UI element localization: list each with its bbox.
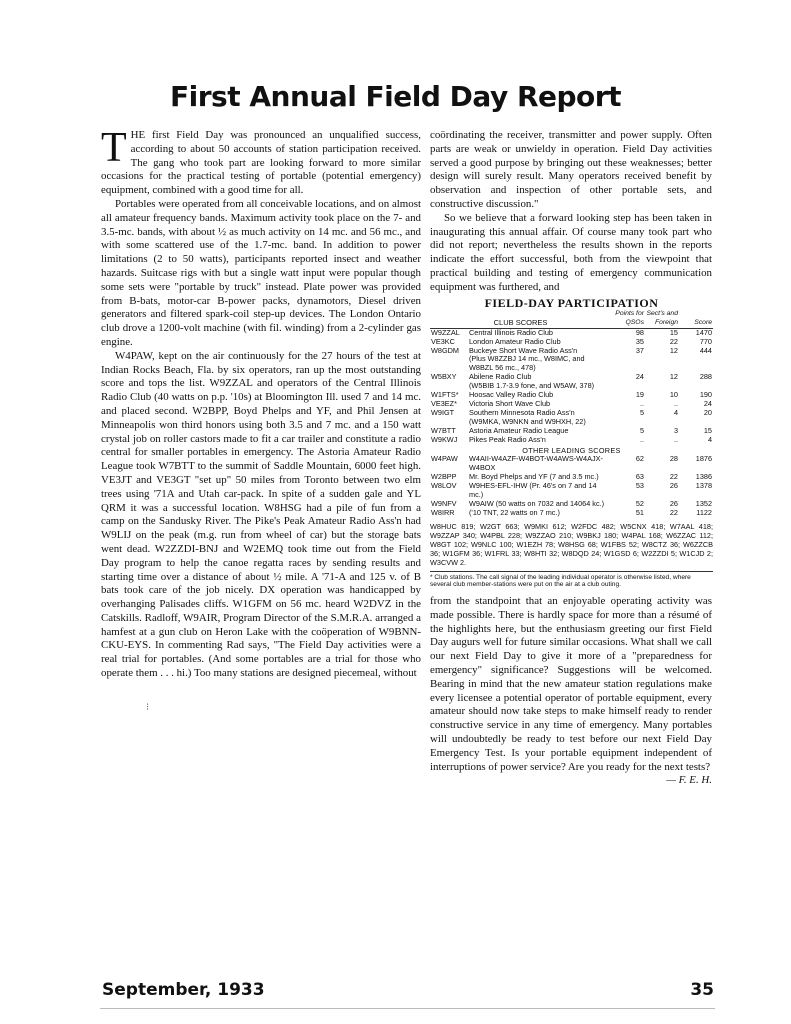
other-scores-title: OTHER LEADING SCORES bbox=[522, 445, 621, 455]
sections-cell: 15 bbox=[669, 327, 678, 337]
sections-cell: 12 bbox=[669, 345, 678, 355]
points-cell: .. bbox=[639, 434, 644, 444]
score-cell: 1378 bbox=[695, 481, 712, 491]
club-name-cell: ('10 TNT, 22 watts on 7 mc.) bbox=[469, 507, 560, 517]
points-cell: 63 bbox=[635, 472, 644, 482]
points-cell: 53 bbox=[635, 481, 644, 491]
call-sign-cell: VE3EZ* bbox=[431, 398, 457, 408]
score-cell: 15 bbox=[703, 425, 712, 435]
article-paragraph: coördinating the receiver, transmitter and power supply. Often parts are weak or unwieldy in operation. Field Day activities served a good purpose by bringing out these weaknesses; better design will surely result. Many operators received benefit by observation and inspection of other portable sets, and constructive discussion." bbox=[430, 129, 712, 210]
call-sign-cell: W1FTS* bbox=[431, 390, 459, 400]
article-paragraph: So we believe that a forward looking step has been taken in inaugurating this annual affair. Of course many took part who did not report; nevertheless the results shown in the reports indicate the effort successful, both from the viewpoint that practical building and testing of emergency communication equipment was furthered, and bbox=[430, 211, 712, 293]
page-title: First Annual Field Day Report bbox=[170, 80, 621, 113]
drop-cap: T bbox=[101, 125, 127, 171]
right-column-bottom bbox=[430, 595, 712, 788]
points-cell: 24 bbox=[635, 372, 644, 382]
score-cell: 288 bbox=[699, 372, 712, 382]
table-row bbox=[430, 355, 713, 373]
club-name-cell: Southern Minnesota Radio Ass'n bbox=[469, 407, 575, 417]
sections-cell: .. bbox=[673, 398, 678, 408]
footer-date: September, 1933 bbox=[102, 980, 265, 1000]
call-sign-cell: W4PAW bbox=[431, 454, 458, 464]
club-name-cell: Victoria Short Wave Club bbox=[469, 398, 551, 408]
points-cell: 5 bbox=[639, 425, 644, 435]
sections-cell: .. bbox=[673, 434, 678, 444]
sections-cell: 26 bbox=[669, 498, 678, 508]
article-paragraph: Portables were operated from all conceivable locations, and on almost all amateur frequency bands. Maximum activity took place on the 7- and 3.5-mc. bands, with about ½ as much activity on 14 mc. and 56 mc., and with some scattered use of the 1.7-mc. band. In addition to power limitations (2 to 50 watts), participants reported insect and weather hazards. Suitcase rigs with but a single watt input were popular though some sets were "portable by truck" instead. Plate power was provided from B-bats, motor-car B-power packs, dynamotors, Diesel driven generators and filtered spark-coil step-up devices. The London Ontario club drove a 1200-volt machine (with fil. winding) from a 2-cylinder gas engine. bbox=[101, 197, 421, 348]
sections-cell: 10 bbox=[669, 390, 678, 400]
field-day-participation-table bbox=[430, 296, 713, 589]
call-sign-cell: W9NFV bbox=[431, 498, 457, 508]
sections-cell: 28 bbox=[669, 454, 678, 464]
club-name-cell: Astoria Amateur Radio League bbox=[469, 425, 569, 435]
score-cell: 444 bbox=[699, 345, 712, 355]
call-sign-cell: W9KWJ bbox=[431, 434, 458, 444]
call-sign-cell: VE3KC bbox=[431, 336, 455, 346]
club-name-cell: Abilene Radio Club bbox=[469, 372, 532, 382]
score-cell: 1122 bbox=[696, 507, 712, 517]
sections-cell: 12 bbox=[669, 372, 678, 382]
club-name-cell: Pikes Peak Radio Ass'n bbox=[469, 434, 546, 444]
page-number: 35 bbox=[690, 980, 714, 1000]
club-name-cell: Hoosac Valley Radio Club bbox=[469, 390, 554, 400]
club-name-cell: Mr. Boyd Phelps and YF (7 and 3.5 mc.) bbox=[469, 472, 599, 482]
article-paragraph: W4PAW, kept on the air continuously for the 27 hours of the test at Indian Rocks Beach, Fla. by six operators, ran up the most outstanding score and tops the list. W9ZZAL and operators of the Central Illinois Radio Club (40 watts on p.p. '10s) at Bloomington Ill. used 7 and 14 mc. and placed second. W2BPP, Boyd Phelps and YF, and Phil Jensen at Minneapolis won third honors using both 3.5 and 7 mc. and a 150 watt crystal job on roller castors made to fit a car trailer and constitute a radio central for smaller portables in emergency. The Astoria Amateur Radio League took W7BTT to the summit of Saddle Mountain, 6000 feet high. VE3JT and VE3GT "set up" 50 miles from Toronto between two elm trees using '71A and Utah car-pack. In spite of a sudden gale and YL QRM it was a successful location. W8HSG had a pile of fun from a camp on the Sandusky River. The Pike's Peak Amateur Radio Ass'n had W9LIJ on the peak (m.g. run from wheel of car) but the storage bats went dead. W2ZZDI-BNJ and W2EMQ took time out from the Field Day program to help the canoe regatta races by sending results and starting time over a distance of about ½ mile. A '71-A and 125 v. of B bats took care of the job nicely. DX operation was handicapped by overhanging Palisades cliffs. W1GFM on 56 mc. heard W2DVZ in the Catskills. Radloff, W9AIR, Program Director of the S.M.R.A. arranged a hamfest at a gun club on Heron Lake with the coöperation of W9BNN-CKU-EYS. In commenting Rad says, "The Field Day activities were a real trial for portables. (And some portables are a trial for those who operate them . . . hi.) Too many stations are designed piecemeal, without bbox=[101, 349, 421, 680]
col-header-score: Score bbox=[694, 318, 712, 326]
col-header-club: CLUB SCORES bbox=[493, 317, 548, 327]
call-sign-cell: W7BTT bbox=[431, 425, 456, 435]
points-cell: 19 bbox=[635, 390, 644, 400]
author-signature: — F. E. H. bbox=[666, 774, 712, 787]
score-cell: 1386 bbox=[695, 472, 712, 482]
club-name-cell: W9AIW (50 watts on 7032 and 14064 kc.) bbox=[469, 498, 605, 508]
club-scores-body bbox=[430, 328, 713, 444]
score-cell: 190 bbox=[699, 390, 712, 400]
points-cell bbox=[611, 355, 645, 373]
table-row bbox=[430, 436, 713, 445]
sections-cell bbox=[645, 355, 679, 373]
additional-scores: W8HUC 819; W2GT 663; W9MKI 612; W2FDC 482; W5CNX 418; W7AAL 418; W9ZZAP 340; W4PBL 228; W9ZZAO 210; W9BKJ 180; W4PAL 168; W6ZZAC 112; W8GT 102; W9NLC 100; W1EZH 78; W8HSG 68; W1FBS 52; W8CTZ 36; W6ZZCB 36; W1GFM 36; W1FRL 33; W8HTI 32; W8DQD 24; W1GSD 6; W2ZZDI 5; W1CJD 2; W3CVW 2. bbox=[430, 521, 713, 567]
article-paragraph bbox=[101, 125, 421, 198]
points-cell: 35 bbox=[635, 336, 644, 346]
points-cell: 62 bbox=[635, 454, 644, 464]
call-sign-cell: W9IGT bbox=[431, 407, 455, 417]
scores-table bbox=[430, 310, 713, 518]
sections-cell: 26 bbox=[669, 481, 678, 491]
score-cell: 20 bbox=[703, 407, 712, 417]
call-sign-cell bbox=[430, 355, 468, 373]
club-name-cell: Central Illinois Radio Club bbox=[469, 327, 553, 337]
sections-cell: 4 bbox=[673, 407, 678, 417]
score-cell: 1876 bbox=[695, 454, 712, 464]
col-header-sects: Sect's and Foreign bbox=[646, 309, 678, 326]
article-paragraph: from the standpoint that an enjoyable operating activity was made possible. There is hardly space for more than a résumé of the highlights here, but the enthusiasm greeting our first Field Day augurs well for future similar occasions. What shall we call our next Field Day to give it more of a "preparedness for emergency" significance? Suggestions will be welcomed. Bearing in mind that the new amateur station regulations make every licensee a potential operator of portable equipment, every amateur should now take steps to make himself ready to render constructive service in any time of emergency. Many portables will undoubtedly be ready to test before our next Field Day Emergency Test. Is your portable equipment independent of interruptions of power service? Are you ready for the next tests? bbox=[430, 595, 712, 773]
table-row bbox=[430, 455, 713, 473]
call-sign-cell: W8LOV bbox=[431, 481, 457, 491]
score-cell: 1352 bbox=[695, 498, 712, 508]
table-row bbox=[430, 482, 713, 500]
call-sign-cell: W5BXY bbox=[431, 372, 457, 382]
club-name-cell: W4AII-W4AZF-W4BOT-W4AWS-W4AJX-W4BOX bbox=[469, 454, 603, 473]
table-row bbox=[430, 509, 713, 518]
points-cell: .. bbox=[639, 398, 644, 408]
sections-cell: 22 bbox=[669, 472, 678, 482]
call-sign-cell: W9ZZAL bbox=[431, 327, 460, 337]
points-cell: 5 bbox=[639, 407, 644, 417]
call-sign-cell: W2BPP bbox=[431, 472, 457, 482]
sections-cell: 22 bbox=[669, 336, 678, 346]
club-name-cell: Buckeye Short Wave Radio Ass'n bbox=[469, 345, 578, 355]
points-cell: 51 bbox=[635, 507, 644, 517]
points-cell: 52 bbox=[635, 498, 644, 508]
other-scores-body bbox=[430, 455, 713, 517]
margin-mark: ⁝ bbox=[146, 702, 150, 713]
col-header-points: Points for QSOs bbox=[615, 309, 644, 326]
score-cell: 1470 bbox=[695, 327, 712, 337]
table-header-row bbox=[430, 310, 713, 328]
footer-rule bbox=[100, 1008, 715, 1009]
score-cell: 770 bbox=[699, 336, 712, 346]
left-column bbox=[101, 125, 421, 681]
points-cell: 98 bbox=[635, 327, 644, 337]
table-title: FIELD-DAY PARTICIPATION bbox=[484, 296, 659, 310]
points-cell: 37 bbox=[635, 345, 644, 355]
right-column-top bbox=[430, 129, 712, 295]
table-footnote: * Club stations. The call signal of the leading individual operator is otherwise listed, where several club member-stations were put on the air at a club outing. bbox=[430, 571, 713, 589]
score-cell: 24 bbox=[703, 398, 712, 408]
call-sign-cell: W8IRR bbox=[431, 507, 455, 517]
sections-cell: 3 bbox=[673, 425, 678, 435]
club-name-cell: (Plus W8ZZBJ 14 mc., W8IMC, and W8BZL 56 mc., 478) bbox=[469, 354, 585, 373]
club-name-cell: (W9MKA, W9NKN and W9HXH, 22) bbox=[469, 416, 586, 426]
sections-cell: 22 bbox=[669, 507, 678, 517]
call-sign-cell: W8GDM bbox=[431, 345, 459, 355]
club-name-cell: (W5BIB 1.7-3.9 fone, and W5AW, 378) bbox=[469, 381, 595, 391]
club-name-cell: London Amateur Radio Club bbox=[469, 336, 561, 346]
score-cell: 4 bbox=[707, 434, 712, 444]
paragraph-text: HE first Field Day was pronounced an unqualified success, according to about 50 accounts of station participation received. The gang who took part are looking forward to more similar occasions for the practical testing of portable (potential emergency) equipment, combined with a good time for all. bbox=[101, 129, 421, 197]
club-name-cell: W9HES-EFL-IHW (Pr. 46's on 7 and 14 mc.) bbox=[469, 481, 597, 500]
score-cell bbox=[679, 355, 713, 373]
